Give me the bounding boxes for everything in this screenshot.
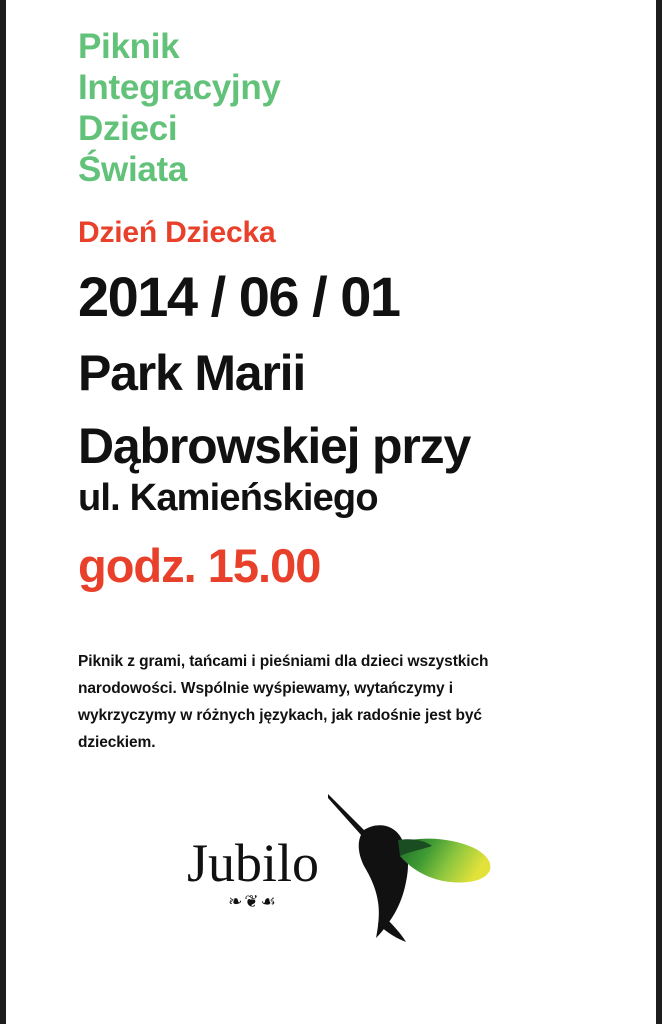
poster-title: [78, 26, 622, 190]
event-place-line-2: Dąbrowskiej przy: [78, 418, 471, 474]
title-line-2: Integracyjny: [78, 68, 281, 107]
logo-wordmark: Jubilo: [186, 833, 320, 893]
title-line-1: Piknik: [78, 27, 180, 66]
poster-content: [78, 0, 622, 756]
logo-ornament: ❧❦☙: [228, 892, 278, 911]
event-place-street: ul. Kamieńskiego: [78, 477, 378, 519]
event-place-line-1: Park Marii: [78, 345, 306, 401]
poster-footer: [0, 780, 662, 980]
title-line-4: Świata: [78, 150, 188, 189]
title-line-3: Dzieci: [78, 109, 178, 148]
hummingbird-icon: [320, 786, 500, 946]
event-time: godz. 15.00: [78, 539, 321, 592]
jubilo-logo: [168, 835, 338, 911]
event-description: Piknik z grami, tańcami i pieśniami dla dzieci wszystkich narodowości. Wspólnie wyśpiewamy, wytańczymy i wykrzyczymy w różnych językach, jak radośnie jest być dzieckiem.: [78, 653, 489, 751]
event-date: 2014 / 06 / 01: [78, 265, 400, 328]
poster-subtitle: Dzień Dziecka: [78, 216, 276, 249]
